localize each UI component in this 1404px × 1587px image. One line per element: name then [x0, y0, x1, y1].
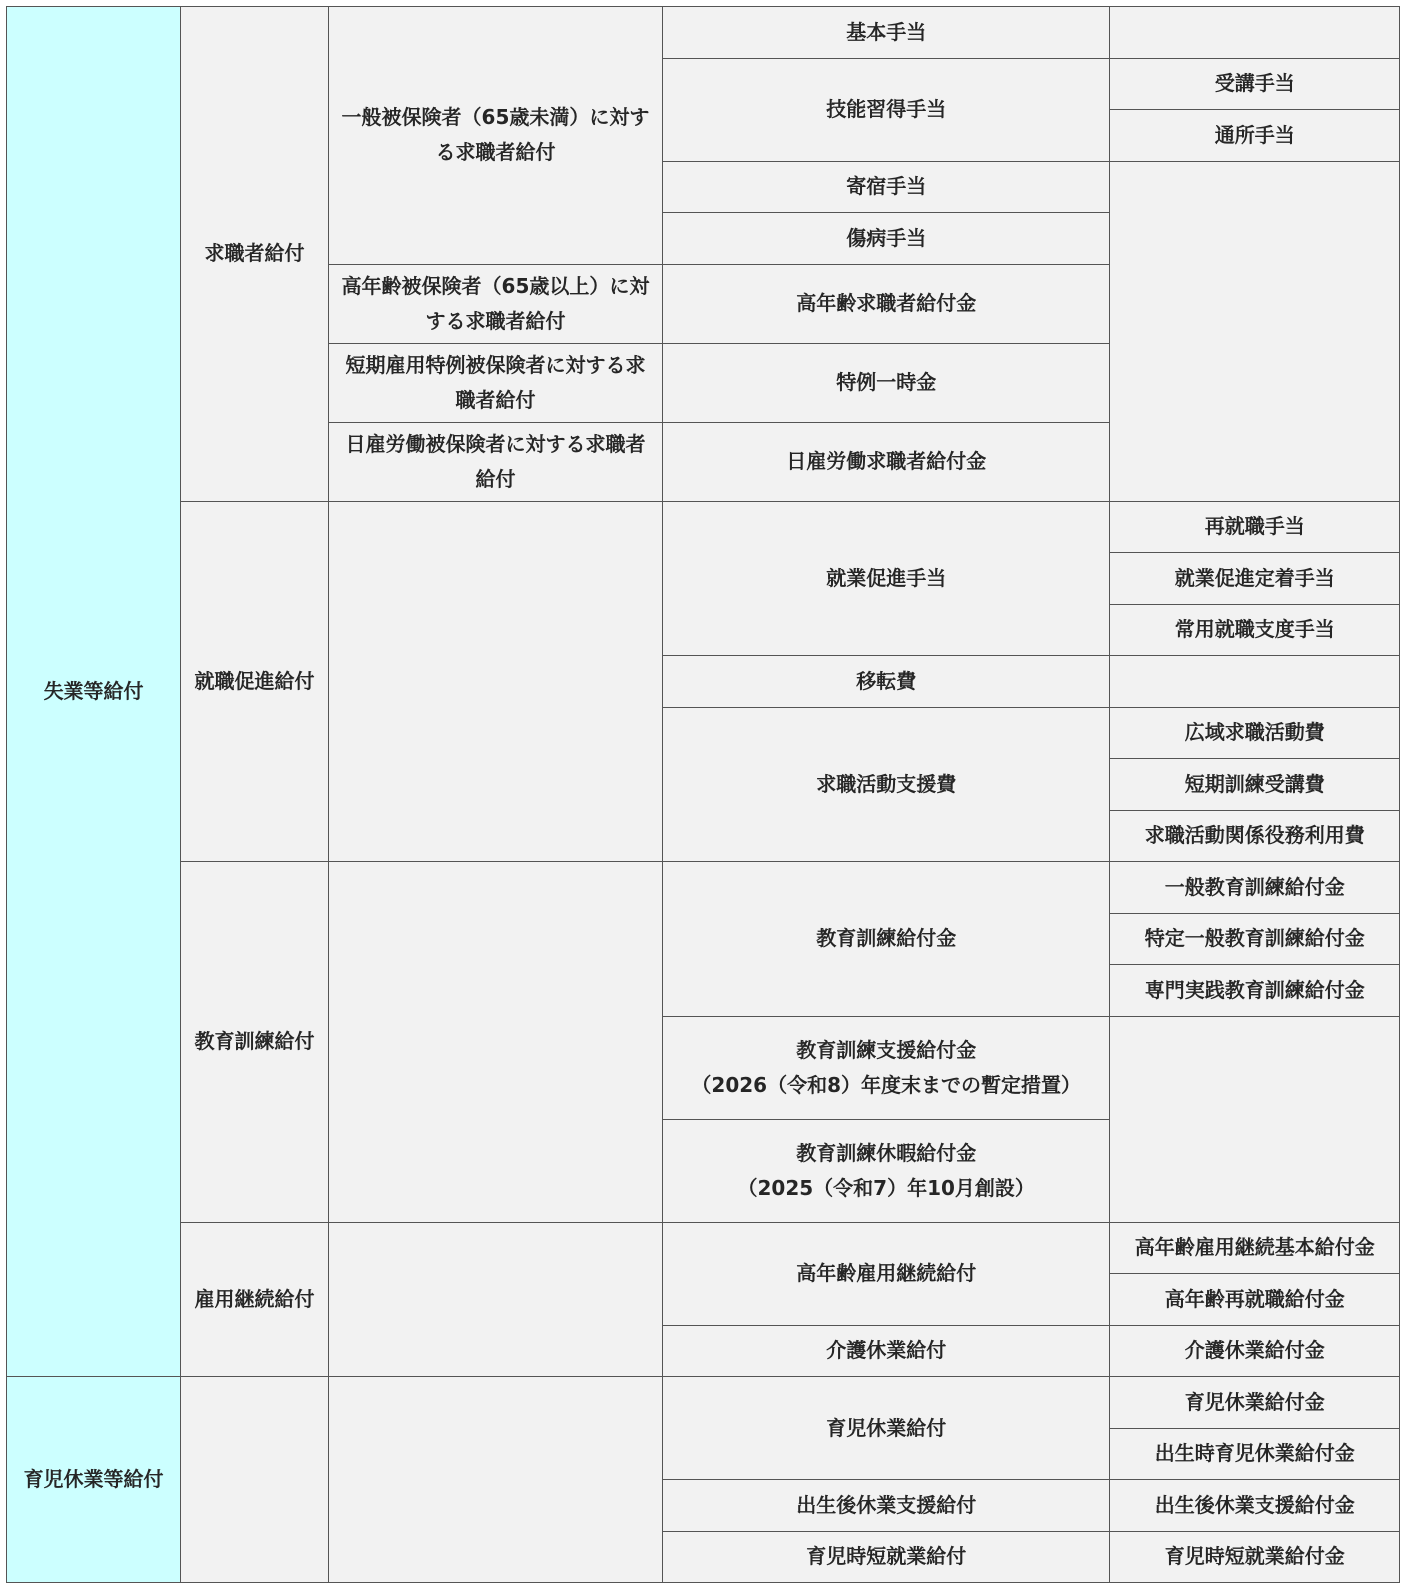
table-cell: 特例一時金: [662, 343, 1109, 422]
table-cell: 介護休業給付: [662, 1325, 1109, 1377]
table-cell: 基本手当: [662, 7, 1109, 59]
table-cell: 広域求職活動費: [1110, 707, 1400, 759]
table-cell: 育児休業給付: [662, 1377, 1109, 1480]
table-cell: 日雇労働求職者給付金: [662, 422, 1109, 501]
table-cell: 短期訓練受講費: [1110, 759, 1400, 811]
table-cell: 教育訓練支援給付金 （2026（令和8）年度末までの暫定措置）: [662, 1016, 1109, 1119]
table-cell: 求職活動関係役務利用費: [1110, 810, 1400, 862]
table-cell: 育児休業給付金: [1110, 1377, 1400, 1429]
table-cell: [328, 501, 662, 862]
table-cell: 就職促進給付: [181, 501, 329, 862]
table-cell: 高年齢雇用継続給付: [662, 1222, 1109, 1325]
table-cell: 出生後休業支援給付金: [1110, 1480, 1400, 1532]
table-cell: 技能習得手当: [662, 58, 1109, 161]
table-cell: 一般被保険者（65歳未満）に対する求職者給付: [328, 7, 662, 265]
table-cell: [1110, 161, 1400, 501]
table-cell: 出生時育児休業給付金: [1110, 1428, 1400, 1480]
table-cell: 育児時短就業給付: [662, 1531, 1109, 1583]
table-cell: 就業促進定着手当: [1110, 553, 1400, 605]
table-cell: [328, 1377, 662, 1583]
table-cell: 高年齢求職者給付金: [662, 264, 1109, 343]
benefits-structure-table: [6, 6, 1400, 1583]
table-cell: 教育訓練給付金: [662, 862, 1109, 1017]
table-cell: 日雇労働被保険者に対する求職者給付: [328, 422, 662, 501]
table-cell: 通所手当: [1110, 110, 1400, 162]
table-cell: 教育訓練給付: [181, 862, 329, 1223]
table-row: [7, 1377, 1400, 1429]
category-cell: 失業等給付: [7, 7, 181, 1377]
table-row: [7, 862, 1400, 914]
table-cell: 求職者給付: [181, 7, 329, 502]
table-row: [7, 1222, 1400, 1274]
table-cell: 雇用継続給付: [181, 1222, 329, 1377]
table-cell: [1110, 7, 1400, 59]
table-cell: 出生後休業支援給付: [662, 1480, 1109, 1532]
table-cell: 高年齢雇用継続基本給付金: [1110, 1222, 1400, 1274]
table-cell: 移転費: [662, 656, 1109, 708]
table-cell: 専門実践教育訓練給付金: [1110, 965, 1400, 1017]
table-cell: 高年齢再就職給付金: [1110, 1274, 1400, 1326]
table-cell: 育児時短就業給付金: [1110, 1531, 1400, 1583]
table-cell: 常用就職支度手当: [1110, 604, 1400, 656]
table-cell: 特定一般教育訓練給付金: [1110, 913, 1400, 965]
table-body: [7, 7, 1400, 1583]
table-cell: 高年齢被保険者（65歳以上）に対する求職者給付: [328, 264, 662, 343]
category-cell: 育児休業等給付: [7, 1377, 181, 1583]
table-row: [7, 501, 1400, 553]
table-cell: 受講手当: [1110, 58, 1400, 110]
table-cell: 短期雇用特例被保険者に対する求職者給付: [328, 343, 662, 422]
table-cell: 再就職手当: [1110, 501, 1400, 553]
table-cell: [328, 862, 662, 1223]
table-cell: 寄宿手当: [662, 161, 1109, 213]
table-cell: 一般教育訓練給付金: [1110, 862, 1400, 914]
table-cell: 求職活動支援費: [662, 707, 1109, 862]
table-cell: 介護休業給付金: [1110, 1325, 1400, 1377]
table-cell: 教育訓練休暇給付金 （2025（令和7）年10月創設）: [662, 1119, 1109, 1222]
table-cell: [1110, 656, 1400, 708]
table-row: [7, 7, 1400, 59]
table-cell: 就業促進手当: [662, 501, 1109, 656]
table-cell: [181, 1377, 329, 1583]
table-cell: [1110, 1016, 1400, 1222]
table-cell: 傷病手当: [662, 213, 1109, 265]
table-cell: [328, 1222, 662, 1377]
